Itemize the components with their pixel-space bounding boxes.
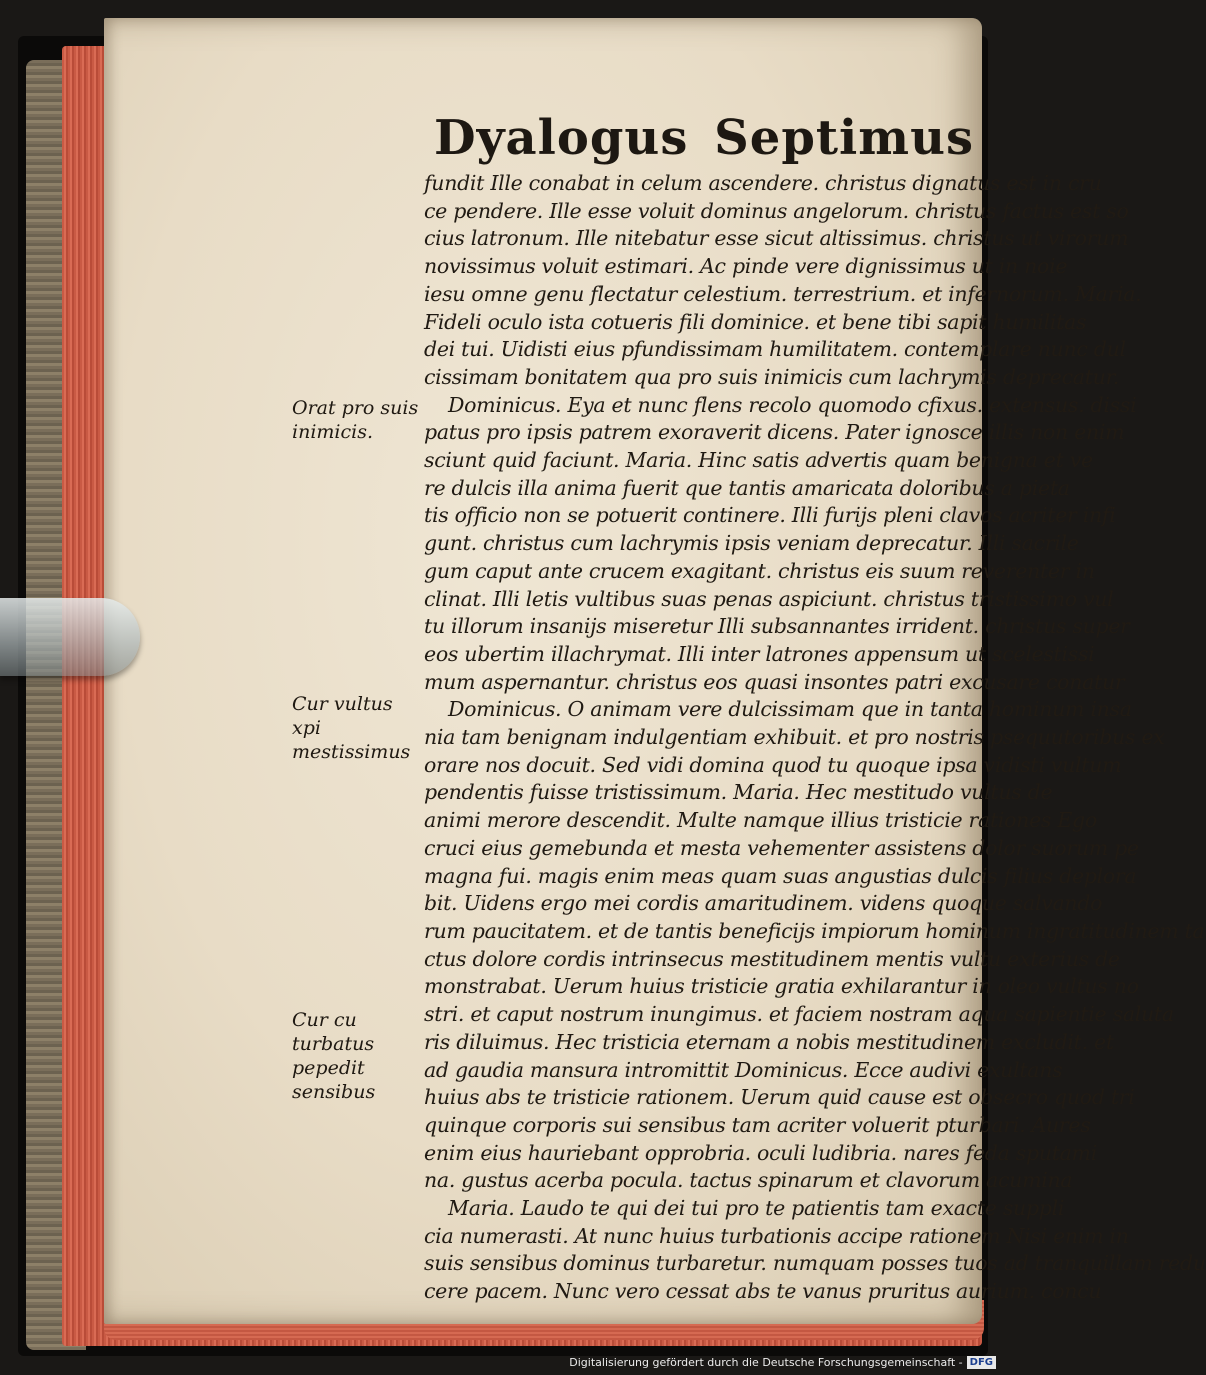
text-line: gum caput ante crucem exagitant. christus eis suum reverenter in — [424, 558, 1095, 583]
text-line: Fideli oculo ista cotueris fili dominice. et bene tibi sapit humilitas — [424, 309, 1087, 334]
text-line: ctus dolore cordis intrinsecus mestitudinem mentis vultu exterius de — [424, 946, 1120, 971]
text-line: cruci eius gemebunda et mesta vehementer assistens dolor suorum pe — [424, 835, 1139, 860]
text-line: tu illorum insanijs miseretur Illi subsannantes irrident. christus super — [424, 614, 1130, 639]
text-line: iesu omne genu flectatur celestium. terrestrium. et infernorum. Maria. — [424, 281, 1142, 306]
text-line: monstrabat. Uerum huius tristicie gratia exhilarantur in oleo vultus no — [424, 974, 1139, 999]
text-line: sciunt quid faciunt. Maria. Hinc satis advertis quam benigna et ve — [424, 448, 1093, 473]
text-line: nia tam benignam indulgentiam exhibuit. et pro nostris psequutoribus ex — [424, 725, 1165, 750]
footer-text: Digitalisierung gefördert durch die Deutsche Forschungsgemeinschaft - — [569, 1356, 963, 1369]
text-line: Dominicus. Eya et nunc flens recolo quomodo cfixus. extensus. dissi — [448, 392, 1137, 417]
heading-word-1: Dyalogus — [434, 110, 689, 166]
text-line: cere pacem. Nunc vero cessat abs te vanus pruritus aurium. concu — [424, 1279, 1102, 1304]
text-line: dei tui. Uidisti eius pfundissimam humilitatem. contemplare nunc dul — [424, 337, 1126, 362]
text-line: enim eius hauriebant opprobria. oculi ludibria. nares feda sputami — [424, 1140, 1097, 1165]
text-line: stri. et caput nostrum inungimus. et faciem nostram aqua sapientie saluta — [424, 1002, 1174, 1027]
text-line: suis sensibus dominus turbaretur. numquam posses tuos ad tranquillam redu — [424, 1251, 1206, 1276]
text-line: animi merore descendit. Multe namque illius tristicie rationes Ego — [424, 808, 1097, 833]
text-line: pendentis fuisse tristissimum. Maria. Hec mestitudo vultus de — [424, 780, 1053, 805]
text-line: patus pro ipsis patrem exoraverit dicens. Pater ignosce illis non enim — [424, 420, 1125, 445]
text-line: bit. Uidens ergo mei cordis amaritudinem. videns quoque salvando — [424, 891, 1103, 916]
text-line: cia numerasti. At nunc huius turbationis accipe rationem Nisi enim in — [424, 1223, 1129, 1248]
text-line: fundit Ille conabat in celum ascendere. christus dignatus est in cru — [424, 171, 1102, 195]
text-line: gunt. christus cum lachrymis ipsis veniam deprecatur. Illi sacrile — [424, 531, 1079, 556]
text-line: huius abs te tristicie rationem. Uerum quid cause est obsecro quod tri — [424, 1085, 1135, 1110]
text-line: Maria. Laudo te qui dei tui pro te patientis tam exacte suppli — [448, 1196, 1065, 1221]
text-line: cius latronum. Ille nitebatur esse sicut altissimus. christus ut virorum — [424, 226, 1129, 251]
heading-word-2: Septimus — [714, 110, 974, 166]
page-heading — [434, 110, 974, 166]
text-line: na. gustus acerba pocula. tactus spinarum et clavorum acumina — [424, 1168, 1073, 1193]
text-line: re dulcis illa anima fuerit que tantis amaricata doloribus a pieta — [424, 475, 1070, 500]
text-line: mum aspernantur. christus eos quasi insontes patri excusare conatur — [424, 669, 1125, 694]
margin-note-2: Cur vultus xpi mestissimus — [292, 693, 411, 763]
page-clip — [0, 598, 140, 676]
text-line: eos ubertim illachrymat. Illi inter latrones appensum ut scelestissi — [424, 641, 1095, 666]
margin-note-1: Orat pro suis inimicis. — [292, 397, 419, 443]
text-line: magna fui. magis enim meas quam suas angustias dulcis filius deplora — [424, 863, 1137, 888]
dfg-logo: DFG — [967, 1356, 996, 1369]
text-line: quinque corporis sui sensibus tam acriter voluerit pturbari. Aures — [424, 1112, 1091, 1137]
margin-note-3: Cur cu turbatus pepedit sensibus — [292, 1009, 376, 1103]
text-line: ce pendere. Ille esse voluit dominus angelorum. christus factus est so — [424, 198, 1129, 223]
text-line: cissimam bonitatem qua pro suis inimicis cum lachrymis deprecatur. — [424, 364, 1120, 389]
main-text-block — [424, 170, 1206, 1306]
footer-credit — [569, 1356, 996, 1369]
text-line: rum paucitatem. et de tantis beneficijs impiorum hominum ingratitudinem ta — [424, 918, 1205, 943]
text-line: tis officio non se potuerit continere. Illi furijs pleni clavos acriter infi — [424, 503, 1116, 528]
text-line: novissimus voluit estimari. Ac pinde vere dignissimus ut in noie — [424, 254, 1068, 279]
text-line: clinat. Illi letis vultibus suas penas aspiciunt. christus tristissimo vul — [424, 586, 1114, 611]
text-line: Dominicus. O animam vere dulcissimam que in tanta hominum insa — [448, 697, 1132, 722]
book-page — [104, 18, 1206, 1324]
text-line: ris diluimus. Hec tristicia eternam a nobis mestitudinem excludit. et — [424, 1029, 1114, 1054]
text-line: orare nos docuit. Sed vidi domina quod tu quoque ipsa vidisti vultum — [424, 752, 1122, 777]
text-line: ad gaudia mansura intromittit Dominicus. Ecce audivi exultans — [424, 1057, 1063, 1082]
